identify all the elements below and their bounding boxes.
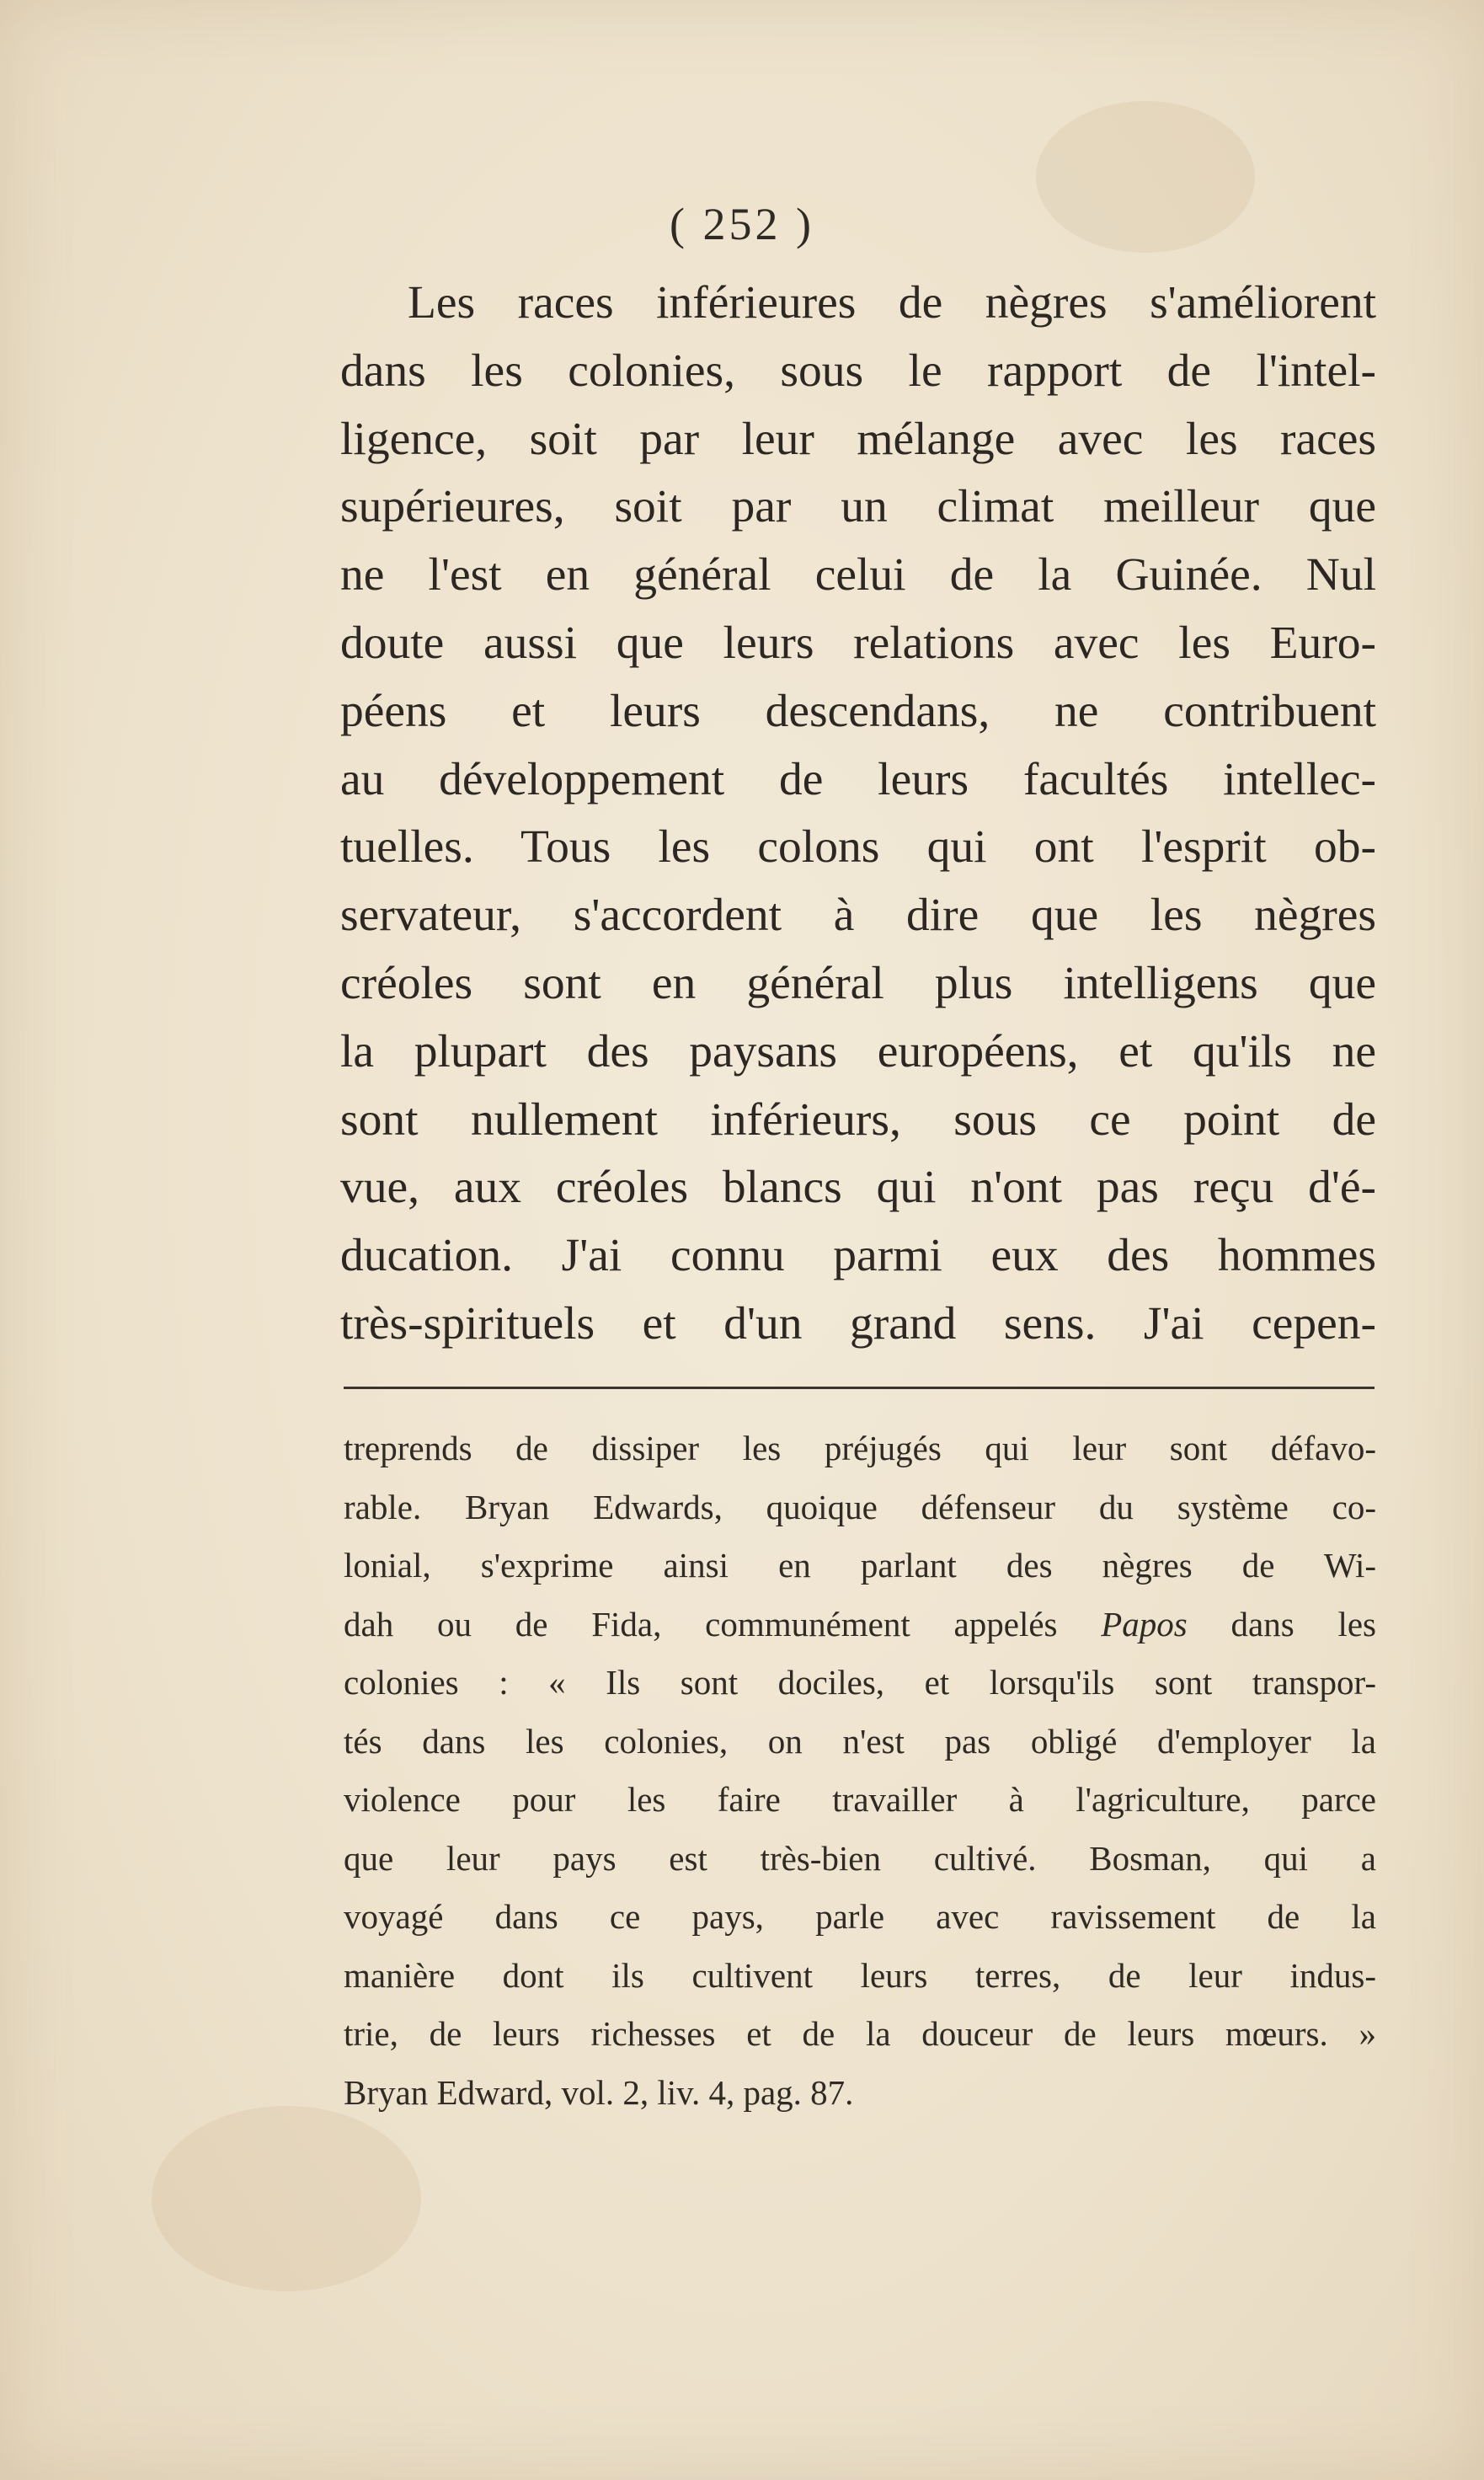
body-line: ligence, soit par leur mélange avec les races: [340, 413, 1376, 465]
paper-stain: [152, 2106, 421, 2291]
footnote-line: violence pour les faire travailler à l'agriculture, parce: [344, 1780, 1376, 1819]
body-line: servateur, s'accordent à dire que les nègres: [340, 890, 1376, 942]
footnote-text: dans les: [1230, 1604, 1377, 1644]
footnote-line: colonies : « Ils sont dociles, et lorsqu'ils sont transpor-: [344, 1663, 1376, 1702]
page-number: ( 252 ): [670, 199, 814, 249]
footnote-line: rable. Bryan Edwards, quoique défenseur du système co-: [344, 1487, 1376, 1526]
footnote-line: trie, de leurs richesses et de la douceur de leurs mœurs. »: [344, 2014, 1376, 2053]
body-line: sont nullement inférieurs, sous ce point de: [340, 1093, 1376, 1146]
body-line: vue, aux créoles blancs qui n'ont pas reçu d'é-: [340, 1162, 1376, 1214]
footnote-line: manière dont ils cultivent leurs terres, de leur indus-: [344, 1955, 1376, 1995]
footnote-text: dah ou de Fida, communément appelés: [344, 1604, 1058, 1644]
body-line: créoles sont en général plus intelligens que: [340, 957, 1376, 1009]
body-line: supérieures, soit par un climat meilleur que: [340, 481, 1376, 533]
body-line: ducation. J'ai connu parmi eux des hommes: [340, 1230, 1376, 1282]
italic-term-papos: Papos: [1101, 1604, 1188, 1644]
body-line: ne l'est en général celui de la Guinée. Nul: [340, 549, 1376, 601]
footnote-line-with-italic: [344, 1595, 1376, 1654]
body-line: dans les colonies, sous le rapport de l'intel-: [340, 345, 1376, 397]
footnote-line: tés dans les colonies, on n'est pas obligé d'employer la: [344, 1721, 1376, 1761]
body-line: la plupart des paysans européens, et qu'ils ne: [340, 1025, 1376, 1077]
body-line: doute aussi que leurs relations avec les Euro-: [340, 617, 1376, 669]
body-line: tuelles. Tous les colons qui ont l'esprit ob-: [340, 821, 1376, 874]
footnote-separator-rule: [344, 1387, 1375, 1389]
body-text: [340, 270, 1376, 1359]
body-line: très-spirituels et d'un grand sens. J'ai cepen-: [340, 1297, 1376, 1350]
body-line: Les races inférieures de nègres s'améliorent: [408, 277, 1376, 329]
footnote-line: voyagé dans ce pays, parle avec ravissement de la: [344, 1897, 1376, 1936]
footnote-line: lonial, s'exprime ainsi en parlant des nègres de Wi-: [344, 1546, 1376, 1585]
body-line: au développement de leurs facultés intellec-: [340, 753, 1376, 805]
footnote-line: que leur pays est très-bien cultivé. Bosman, qui a: [344, 1838, 1376, 1878]
footnote-line: Bryan Edward, vol. 2, liv. 4, pag. 87.: [344, 2072, 854, 2112]
footnote-line: treprends de dissiper les préjugés qui leur sont défavo-: [344, 1429, 1376, 1467]
body-line: péens et leurs descendans, ne contribuent: [340, 685, 1376, 737]
footnote: [344, 1419, 1376, 2122]
